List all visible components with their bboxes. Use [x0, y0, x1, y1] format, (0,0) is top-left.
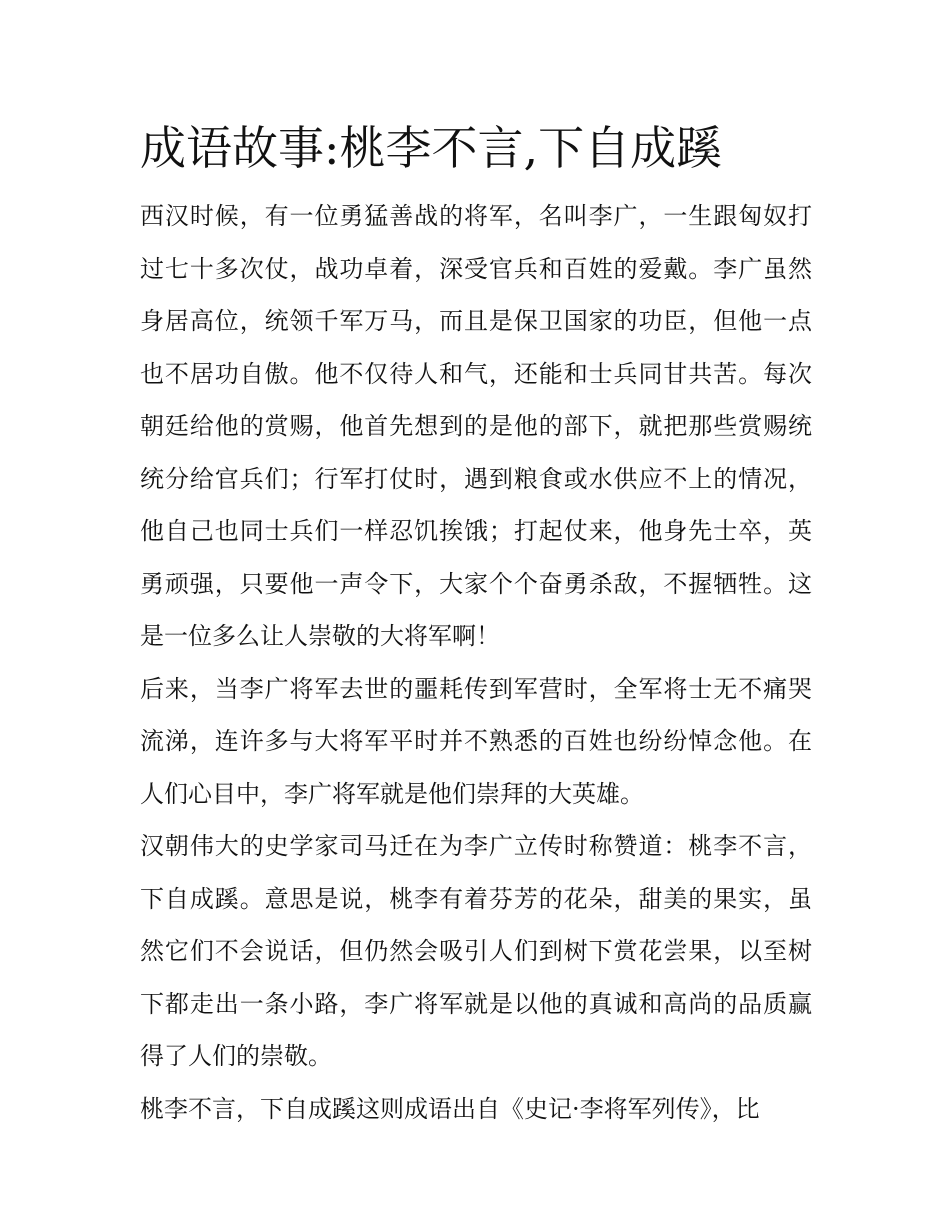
text-line: 得了人们的崇敬。 [140, 1042, 332, 1070]
page-title: 成语故事:桃李不言,下自成蹊 [140, 121, 723, 175]
text-line: 人们心目中，李广将军就是他们崇拜的大英雄。 [140, 779, 644, 808]
text-line: 过七十多次仗，战功卓着，深受官兵和百姓的爱戴。李广虽然 [140, 254, 812, 283]
text-line: 西汉时候，有一位勇猛善战的将军，名叫李广，一生跟匈奴打 [140, 202, 812, 230]
text-line: 勇顽强，只要他一声令下，大家个个奋勇杀敌，不握牺牲。这 [140, 569, 812, 598]
text-line: 汉朝伟大的史学家司马迁在为李广立传时称赞道：桃李不言， [140, 832, 812, 860]
text-line: 下都走出一条小路，李广将军就是以他的真诚和高尚的品质赢 [140, 989, 812, 1018]
text-line: 流涕，连许多与大将军平时并不熟悉的百姓也纷纷悼念他。在 [140, 727, 812, 755]
text-line: 身居高位，统领千军万马，而且是保卫国家的功臣，但他一点 [140, 307, 812, 335]
paragraph-4 [140, 1083, 812, 1136]
paragraph-2 [140, 663, 812, 821]
paragraph-1 [140, 190, 812, 663]
document-page [140, 118, 820, 1135]
text-line: 也不居功自傲。他不仅待人和气，还能和士兵同甘共苦。每次 [140, 359, 812, 388]
text-line: 朝廷给他的赏赐，他首先想到的是他的部下，就把那些赏赐统 [140, 412, 812, 440]
text-line: 桃李不言，下自成蹊这则成语出自《史记·李将军列传》，比 [140, 1094, 760, 1123]
text-line: 他自己也同士兵们一样忍饥挨饿；打起仗来，他身先士卒，英 [140, 517, 812, 545]
text-line: 后来，当李广将军去世的噩耗传到军营时，全军将士无不痛哭 [140, 674, 812, 703]
text-line: 统分给官兵们；行军打仗时，遇到粮食或水供应不上的情况， [140, 464, 812, 493]
text-line: 是一位多么让人崇敬的大将军啊！ [140, 622, 500, 650]
text-line: 然它们不会说话，但仍然会吸引人们到树下赏花尝果，以至树 [140, 937, 812, 965]
text-line: 下自成蹊。意思是说，桃李有着芬芳的花朵，甜美的果实，虽 [140, 884, 812, 913]
paragraph-3 [140, 820, 812, 1083]
